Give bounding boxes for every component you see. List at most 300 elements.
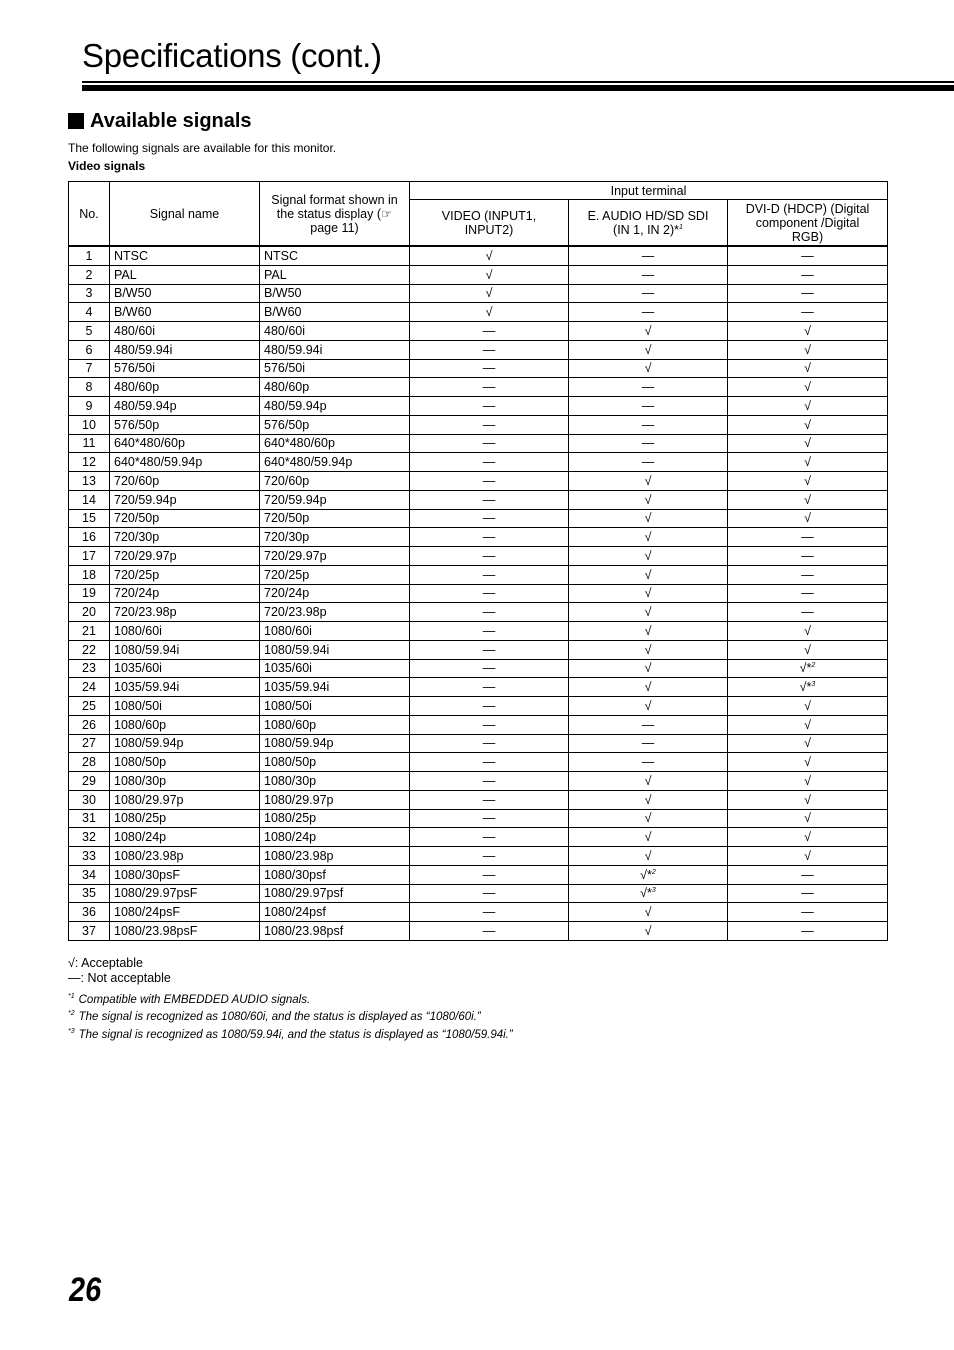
cell-video-text: — [482, 755, 496, 770]
cell-eaudio-text: √ [644, 811, 652, 826]
cell-signal-name-text: 1080/29.97p [114, 792, 184, 807]
cell-video-text: — [482, 848, 496, 863]
cell-eaudio [569, 865, 728, 884]
cell-signal-name-text: 1080/60i [114, 623, 162, 638]
cell-signal-name [110, 415, 260, 434]
cell-status-format [260, 809, 410, 828]
cell-eaudio-note: 3 [651, 887, 656, 895]
cell-signal-name [110, 809, 260, 828]
cell-video-text: — [482, 886, 496, 901]
cell-signal-name-text: B/W60 [114, 305, 152, 320]
cell-dvi-text: √ [804, 455, 811, 470]
cell-no [69, 640, 110, 659]
cell-dvi-text: — [801, 248, 814, 263]
cell-status-format [260, 547, 410, 566]
cell-signal-name-text: 640*480/60p [114, 436, 185, 451]
cell-eaudio-text: √ [644, 773, 652, 788]
cell-no-text: 19 [82, 586, 96, 601]
cell-eaudio [569, 753, 728, 772]
cell-dvi-text: √ [804, 698, 811, 713]
cell-no-text: 8 [85, 380, 93, 395]
cell-status-format [260, 659, 410, 678]
cell-status-format-text: PAL [264, 267, 287, 282]
cell-status-format [260, 415, 410, 434]
cell-no [69, 246, 110, 265]
cell-eaudio-text: — [641, 267, 655, 282]
cell-video [410, 378, 569, 397]
intro-text: The following signals are available for this monitor. [68, 141, 337, 155]
cell-no-text: 30 [82, 792, 96, 807]
cell-video [410, 715, 569, 734]
cell-signal-name [110, 772, 260, 791]
cell-no-text: 37 [82, 923, 96, 938]
cell-video-text: — [482, 680, 496, 695]
cell-eaudio [569, 434, 728, 453]
cell-dvi-text: √ [804, 380, 811, 395]
cell-no [69, 659, 110, 678]
cell-eaudio-text: √* [640, 867, 652, 882]
cell-dvi-text: √ [804, 398, 811, 413]
cell-eaudio-text: √ [644, 905, 652, 920]
cell-video [410, 809, 569, 828]
cell-dvi-text: — [801, 548, 814, 563]
cell-video [410, 415, 569, 434]
cell-dvi [728, 340, 888, 359]
table-row [69, 772, 888, 791]
cell-eaudio [569, 640, 728, 659]
cell-eaudio-text: √ [644, 923, 652, 938]
cell-video-text: — [482, 792, 496, 807]
cell-eaudio [569, 547, 728, 566]
table-row [69, 865, 888, 884]
cell-no-text: 31 [82, 811, 96, 826]
cell-dvi [728, 922, 888, 941]
cell-eaudio [569, 415, 728, 434]
cell-signal-name-text: 576/50i [114, 361, 156, 376]
cell-no [69, 847, 110, 866]
table-row [69, 847, 888, 866]
cell-no [69, 509, 110, 528]
cell-video [410, 847, 569, 866]
table-row [69, 903, 888, 922]
cell-dvi-text: — [801, 305, 814, 320]
cell-eaudio-note: 2 [651, 868, 656, 876]
table-row [69, 265, 888, 284]
cell-dvi-text: — [801, 923, 814, 938]
cell-signal-name [110, 603, 260, 622]
cell-dvi-text: √ [804, 473, 811, 488]
cell-signal-name [110, 565, 260, 584]
cell-no [69, 547, 110, 566]
cell-eaudio-text: √ [644, 623, 652, 638]
cell-signal-name [110, 547, 260, 566]
table-row [69, 397, 888, 416]
cell-dvi-text: √ [804, 811, 811, 826]
cell-video [410, 265, 569, 284]
legend [68, 956, 171, 986]
cell-signal-name [110, 715, 260, 734]
cell-video [410, 659, 569, 678]
table-row [69, 378, 888, 397]
cell-video-text: — [482, 867, 496, 882]
cell-status-format [260, 903, 410, 922]
cell-status-format [260, 584, 410, 603]
cell-no-text: 24 [82, 680, 96, 695]
cell-no-text: 5 [85, 323, 93, 338]
cell-signal-name [110, 303, 260, 322]
cell-dvi-text: √ [804, 755, 811, 770]
table-row [69, 697, 888, 716]
cell-no-text: 1 [85, 248, 93, 263]
cell-status-format [260, 340, 410, 359]
cell-video-text: — [482, 905, 496, 920]
cell-eaudio-text: — [641, 736, 655, 751]
footnote-text: The signal is recognized as 1080/60i, and the status is displayed as “1080/60i.” [78, 1011, 481, 1024]
cell-no [69, 622, 110, 641]
cell-signal-name [110, 359, 260, 378]
cell-signal-name-text: 1080/59.94i [114, 642, 180, 657]
cell-no [69, 397, 110, 416]
cell-video [410, 678, 569, 697]
cell-dvi-text: √ [804, 361, 811, 376]
cell-eaudio [569, 322, 728, 341]
cell-dvi-text: √ [804, 342, 811, 357]
cell-status-format-text: 1080/30p [264, 773, 317, 788]
cell-video [410, 603, 569, 622]
cell-video-text: — [482, 586, 496, 601]
cell-signal-name-text: 1080/25p [114, 811, 167, 826]
cell-eaudio [569, 603, 728, 622]
cell-dvi [728, 828, 888, 847]
header-input-terminal: Input terminal [410, 182, 888, 200]
cell-eaudio-text: √ [644, 586, 652, 601]
cell-eaudio [569, 490, 728, 509]
cell-video-text: — [482, 773, 496, 788]
cell-dvi-text: — [801, 567, 814, 582]
cell-video [410, 865, 569, 884]
cell-dvi [728, 528, 888, 547]
cell-video-text: √ [485, 267, 493, 282]
cell-signal-name-text: 1035/59.94i [114, 680, 180, 695]
cell-dvi [728, 509, 888, 528]
cell-video [410, 303, 569, 322]
cell-dvi-text: √ [804, 792, 811, 807]
cell-dvi [728, 847, 888, 866]
cell-no [69, 753, 110, 772]
cell-video-text: — [482, 567, 496, 582]
cell-video-text: — [482, 436, 496, 451]
cell-signal-name-text: 1080/30psF [114, 867, 181, 882]
cell-video-text: — [482, 717, 496, 732]
cell-eaudio [569, 622, 728, 641]
cell-no-text: 36 [82, 905, 96, 920]
cell-dvi [728, 678, 888, 697]
cell-dvi [728, 453, 888, 472]
cell-status-format-text: 1080/29.97psf [264, 886, 344, 901]
cell-video [410, 734, 569, 753]
cell-eaudio-text: √ [644, 680, 652, 695]
cell-eaudio [569, 584, 728, 603]
cell-dvi [728, 903, 888, 922]
cell-signal-name [110, 246, 260, 265]
cell-signal-name-text: 480/59.94p [114, 398, 177, 413]
cell-eaudio [569, 453, 728, 472]
cell-eaudio-text: √ [644, 492, 652, 507]
table-row [69, 828, 888, 847]
signals-table-body [69, 246, 888, 940]
cell-video [410, 903, 569, 922]
cell-no [69, 584, 110, 603]
cell-no-text: 28 [82, 755, 96, 770]
table-row [69, 434, 888, 453]
cell-video [410, 340, 569, 359]
section-heading-text: Available signals [90, 110, 252, 132]
cell-video-text: √ [485, 305, 493, 320]
cell-video [410, 472, 569, 491]
cell-no [69, 922, 110, 941]
cell-dvi [728, 772, 888, 791]
table-row [69, 509, 888, 528]
cell-dvi [728, 322, 888, 341]
cell-status-format [260, 772, 410, 791]
cell-eaudio [569, 397, 728, 416]
cell-dvi-text: √ [804, 717, 811, 732]
cell-status-format-text: 720/30p [264, 530, 310, 545]
cell-signal-name-text: PAL [114, 267, 137, 282]
cell-status-format [260, 640, 410, 659]
cell-video-text: — [482, 698, 496, 713]
cell-dvi [728, 884, 888, 903]
cell-no [69, 453, 110, 472]
cell-no-text: 29 [82, 773, 96, 788]
cell-no-text: 7 [85, 361, 93, 376]
cell-video-text: — [482, 380, 496, 395]
cell-signal-name [110, 284, 260, 303]
table-row [69, 472, 888, 491]
cell-video-text: — [482, 342, 496, 357]
cell-no [69, 359, 110, 378]
table-row [69, 640, 888, 659]
cell-status-format-text: 1080/60i [264, 623, 312, 638]
cell-signal-name-text: B/W50 [114, 286, 152, 301]
cell-no [69, 340, 110, 359]
table-row [69, 415, 888, 434]
header-eaudio [569, 200, 728, 247]
cell-no [69, 772, 110, 791]
cell-signal-name [110, 528, 260, 547]
cell-status-format-text: 720/25p [264, 567, 310, 582]
cell-eaudio [569, 715, 728, 734]
cell-dvi [728, 622, 888, 641]
cell-eaudio-text: √ [644, 323, 652, 338]
cell-signal-name-text: 1035/60i [114, 661, 162, 676]
cell-video-text: — [482, 455, 496, 470]
table-row [69, 734, 888, 753]
table-row [69, 453, 888, 472]
cell-dvi [728, 697, 888, 716]
cell-no [69, 472, 110, 491]
cell-signal-name [110, 847, 260, 866]
legend-acceptable: √: Acceptable [68, 956, 143, 970]
cell-signal-name-text: 1080/29.97psF [114, 886, 198, 901]
cell-no-text: 26 [82, 717, 96, 732]
cell-video-text: — [482, 623, 496, 638]
cell-eaudio [569, 847, 728, 866]
page-title: Specifications (cont.) [82, 37, 382, 74]
cell-eaudio [569, 809, 728, 828]
table-row [69, 678, 888, 697]
cell-no-text: 2 [85, 267, 93, 282]
cell-status-format-text: 720/24p [264, 586, 310, 601]
cell-eaudio [569, 265, 728, 284]
cell-no-text: 20 [82, 605, 96, 620]
table-row [69, 322, 888, 341]
cell-signal-name [110, 397, 260, 416]
cell-signal-name [110, 884, 260, 903]
cell-video-text: — [482, 492, 496, 507]
cell-eaudio-text: √ [644, 530, 652, 545]
cell-status-format [260, 734, 410, 753]
cell-eaudio-text: √ [644, 848, 652, 863]
cell-signal-name-text: 480/60i [114, 323, 156, 338]
header-video-text: VIDEO (INPUT1, INPUT2) [441, 208, 537, 237]
cell-no [69, 734, 110, 753]
cell-no-text: 13 [82, 473, 96, 488]
cell-signal-name [110, 640, 260, 659]
header-eaudio-note: 1 [679, 223, 683, 231]
cell-status-format-text: 576/50p [264, 417, 310, 432]
cell-eaudio-text: √ [644, 605, 652, 620]
cell-dvi [728, 265, 888, 284]
cell-status-format-text: 720/59.94p [264, 492, 327, 507]
cell-no-text: 22 [82, 642, 96, 657]
cell-video-text: — [482, 417, 496, 432]
cell-no [69, 865, 110, 884]
cell-dvi [728, 378, 888, 397]
section-heading [68, 108, 252, 134]
table-row [69, 490, 888, 509]
table-row [69, 303, 888, 322]
cell-signal-name-text: 1080/23.98p [114, 848, 184, 863]
cell-dvi-text: √ [804, 492, 811, 507]
cell-signal-name-text: 1080/24psF [114, 905, 181, 920]
cell-no-text: 18 [82, 567, 96, 582]
cell-signal-name-text: 480/60p [114, 380, 160, 395]
cell-eaudio-text: — [641, 305, 655, 320]
cell-no-text: 9 [85, 398, 93, 413]
cell-eaudio-text: √ [644, 830, 652, 845]
cell-status-format-text: 480/60i [264, 323, 306, 338]
cell-status-format [260, 378, 410, 397]
cell-no [69, 809, 110, 828]
cell-eaudio-text: — [641, 286, 655, 301]
header-dvi-text: DVI-D (HDCP) (Digital component /Digital RGB) [745, 201, 870, 244]
cell-signal-name [110, 378, 260, 397]
cell-no-text: 33 [82, 848, 96, 863]
cell-no-text: 35 [82, 886, 96, 901]
footnote-3 [68, 1025, 513, 1042]
cell-status-format [260, 246, 410, 265]
cell-no [69, 378, 110, 397]
cell-no-text: 17 [82, 548, 96, 563]
cell-status-format [260, 847, 410, 866]
cell-video-text: √ [485, 248, 493, 263]
cell-dvi [728, 809, 888, 828]
footnote-2 [68, 1007, 513, 1024]
cell-dvi [728, 303, 888, 322]
cell-video [410, 884, 569, 903]
cell-status-format-text: 576/50i [264, 361, 306, 376]
header-no: No. [69, 182, 110, 247]
cell-status-format [260, 697, 410, 716]
table-row [69, 809, 888, 828]
cell-video-text: — [482, 830, 496, 845]
cell-video [410, 828, 569, 847]
cell-video [410, 697, 569, 716]
cell-signal-name [110, 322, 260, 341]
cell-dvi-text: — [801, 905, 814, 920]
cell-eaudio-text: √ [644, 642, 652, 657]
cell-dvi-text: √ [804, 830, 811, 845]
cell-status-format-text: 720/29.97p [264, 548, 327, 563]
cell-status-format-text: 640*480/59.94p [264, 455, 353, 470]
cell-status-format-text: 1080/50p [264, 755, 317, 770]
cell-signal-name-text: 720/29.97p [114, 548, 177, 563]
cell-status-format-text: 1080/23.98psf [264, 923, 344, 938]
cell-signal-name [110, 903, 260, 922]
cell-no-text: 27 [82, 736, 96, 751]
cell-eaudio-text: √ [644, 567, 652, 582]
table-row [69, 359, 888, 378]
table-row [69, 584, 888, 603]
cell-no-text: 3 [85, 286, 93, 301]
cell-status-format-text: 1080/24p [264, 830, 317, 845]
cell-status-format-text: 720/50p [264, 511, 310, 526]
cell-signal-name [110, 340, 260, 359]
cell-dvi-note: 3 [811, 680, 816, 688]
cell-eaudio [569, 246, 728, 265]
cell-signal-name [110, 265, 260, 284]
cell-dvi [728, 415, 888, 434]
cell-dvi [728, 565, 888, 584]
cell-signal-name [110, 622, 260, 641]
cell-signal-name [110, 659, 260, 678]
video-signals-heading: Video signals [68, 159, 146, 173]
cell-status-format [260, 490, 410, 509]
cell-signal-name [110, 472, 260, 491]
title-rule-thin [82, 81, 954, 83]
table-row [69, 753, 888, 772]
cell-eaudio [569, 284, 728, 303]
cell-no-text: 4 [85, 305, 93, 320]
header-signal-name: Signal name [110, 182, 260, 247]
cell-no [69, 322, 110, 341]
cell-video-text: — [482, 736, 496, 751]
cell-status-format [260, 865, 410, 884]
cell-status-format-text: 720/23.98p [264, 605, 327, 620]
cell-eaudio-text: — [641, 248, 655, 263]
cell-status-format [260, 472, 410, 491]
cell-no-text: 34 [82, 867, 96, 882]
cell-video-text: — [482, 361, 496, 376]
header-video [410, 200, 569, 247]
cell-signal-name [110, 922, 260, 941]
cell-status-format-text: 1035/59.94i [264, 680, 330, 695]
cell-signal-name-text: 1080/59.94p [114, 736, 184, 751]
footnote-mark: *2 [68, 1010, 75, 1018]
cell-eaudio-text: √ [644, 511, 652, 526]
cell-eaudio [569, 697, 728, 716]
